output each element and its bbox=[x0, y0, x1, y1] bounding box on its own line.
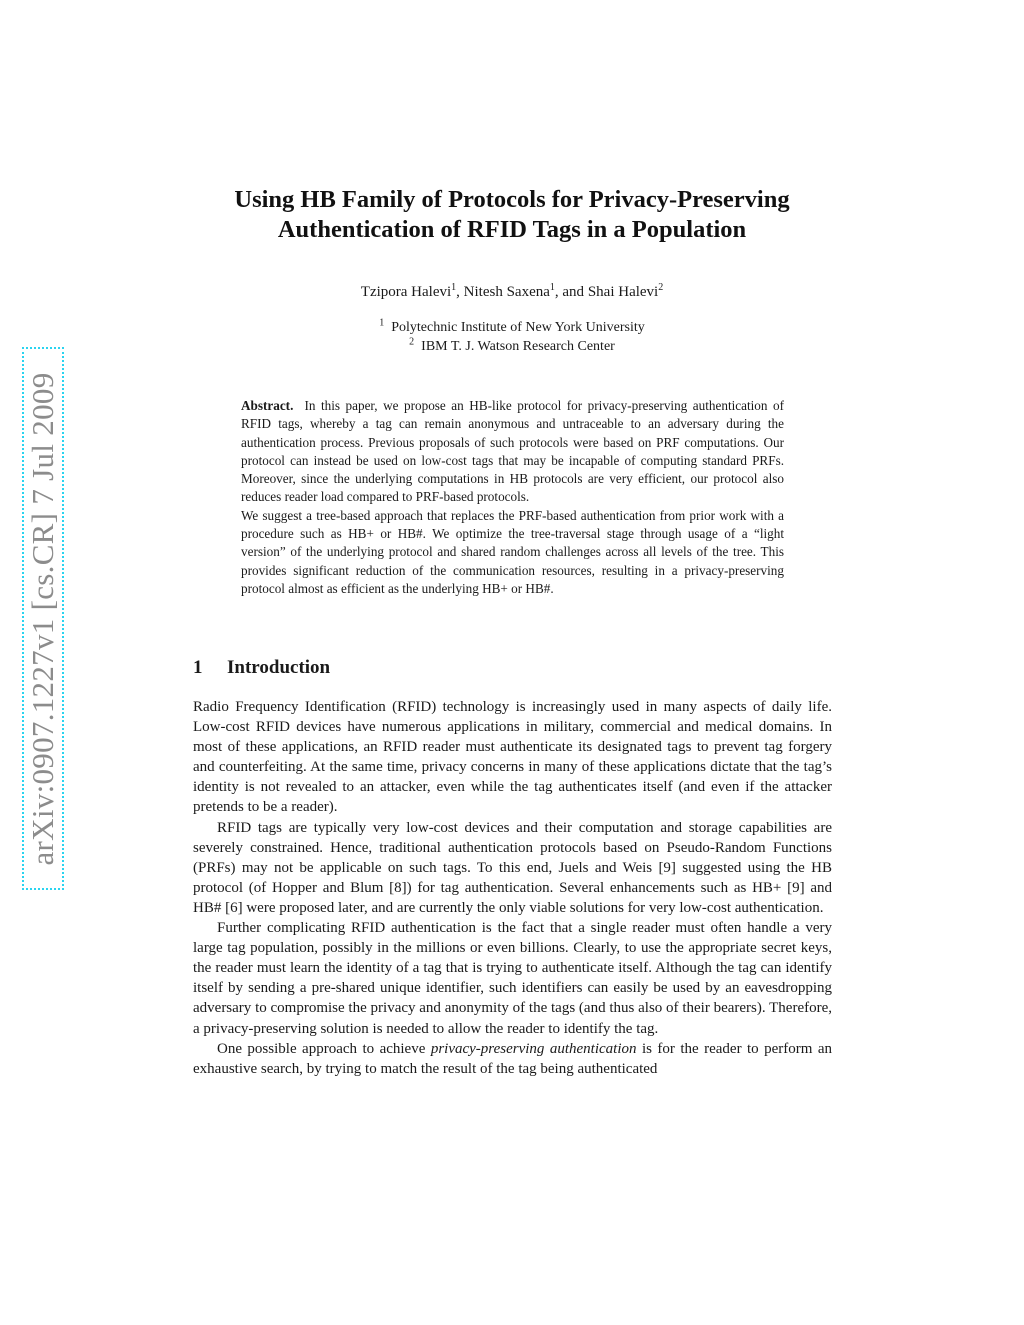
affiliation-name: Polytechnic Institute of New York University bbox=[391, 320, 645, 335]
abstract bbox=[241, 397, 784, 598]
affiliation-mark: 2 bbox=[409, 336, 415, 348]
body-paragraph bbox=[193, 1039, 832, 1079]
emphasized-term: privacy-preserving authentication bbox=[430, 1040, 637, 1057]
section-heading bbox=[193, 656, 330, 680]
abstract-text: In this paper, we propose an HB-like protocol for privacy-preserving authentication of RFID tags, whereby a tag can remain anonymous and untraceable to an adversary during the authentication process. Previous proposals of such protocols were based on PRF computations. Our protocol can instead be used on low-cost tags that may be incapable of computing standard PRFs. Moreover, since the underlying computations in HB protocols are very efficient, our protocol also reduces reader load compared to PRF-based protocols. bbox=[241, 398, 785, 505]
affiliation-mark: 1 bbox=[379, 317, 385, 329]
affiliation bbox=[150, 318, 874, 337]
affiliation bbox=[150, 337, 874, 356]
abstract-paragraph-1 bbox=[241, 397, 784, 507]
section-number: 1 bbox=[193, 657, 203, 678]
body-paragraph: RFID tags are typically very low-cost devices and their computation and storage capabilities are severely constrained. Hence, traditional authentication protocols based on Pseudo-Random Functions (PRFs) may not be applicable on such tags. To this end, Juels and Weis [9] suggested using the HB protocol (of Hopper and Blum [8]) for tag authentication. Several enhancements such as HB+ [9] and HB# [6] were proposed later, and are currently the only viable solutions for very low-cost authentication. bbox=[193, 819, 832, 916]
author-list: Tzipora Halevi$^1$, Nitesh Saxena$^1$, and Shai Halevi$^2$ bbox=[360, 282, 664, 300]
author-name: Tzipora Halevi bbox=[360, 284, 452, 300]
section-title: Introduction bbox=[227, 657, 331, 678]
author-affil-mark: 1 bbox=[549, 282, 555, 293]
arxiv-identifier: arXiv:0907.1227v1 [cs.CR] 7 Jul 2009 bbox=[25, 372, 60, 865]
author-affil-mark: 1 bbox=[451, 282, 457, 293]
affiliation-list bbox=[150, 318, 874, 356]
abstract-paragraph-2: We suggest a tree-based approach that replaces the PRF-based authentication from prior work with a procedure such as HB+ or HB#. We optimize the tree-traversal stage through usage of a “light version” of the underlying protocol and shared random challenges across all levels of the tree. This provides significant reduction of the communication resources, resulting in a privacy-preserving protocol almost as efficient as the underlying HB+ or HB#. bbox=[241, 507, 784, 596]
title-line-2: Authentication of RFID Tags in a Population bbox=[277, 216, 747, 243]
abstract-label: Abstract. bbox=[241, 398, 294, 413]
author-affil-mark: 2 bbox=[658, 282, 664, 293]
body-paragraph: Radio Frequency Identification (RFID) technology is increasingly used in many aspects of daily life. Low-cost RFID devices have numerous applications in military, commercial and medical domains. In most of these applications, an RFID reader must authenticate its designated tags to prevent tag forgery and counterfeiting. At the same time, privacy concerns in many of these applications dictate that the tag’s identity is not revealed to an attacker, even while the tag authenticates itself (and even if the attacker pretends to be a reader). bbox=[193, 699, 832, 816]
author-conjunction: and bbox=[562, 284, 585, 300]
arxiv-stamp bbox=[22, 347, 64, 890]
paper-title bbox=[150, 185, 874, 245]
body-text bbox=[193, 697, 832, 1079]
title-line-1: Using HB Family of Protocols for Privacy-Preserving bbox=[234, 186, 790, 213]
body-paragraph: Further complicating RFID authentication is the fact that a single reader must often handle a very large tag population, possibly in the millions or even billions. Clearly, to use the appropriate secret keys, the reader must learn the identity of a tag that is trying to authenticate itself. Although the tag can identify itself by sending a pre-shared unique identifier, such identifiers can easily be used by an eavesdropping adversary to compromise the privacy and anonymity of the tags (and thus also of their bearers). Therefore, a privacy-preserving solution is needed to allow the reader to identify the tag. bbox=[193, 920, 832, 1037]
body-text-span: One possible approach to achieve bbox=[217, 1040, 426, 1057]
author-name: Shai Halevi bbox=[587, 284, 659, 300]
author-name: Nitesh Saxena bbox=[463, 284, 550, 300]
body-text-span: is for the reader to perform an exhaustive search, by trying to match the result of the tag being authenticated bbox=[193, 1040, 833, 1077]
affiliation-name: IBM T. J. Watson Research Center bbox=[421, 339, 615, 354]
